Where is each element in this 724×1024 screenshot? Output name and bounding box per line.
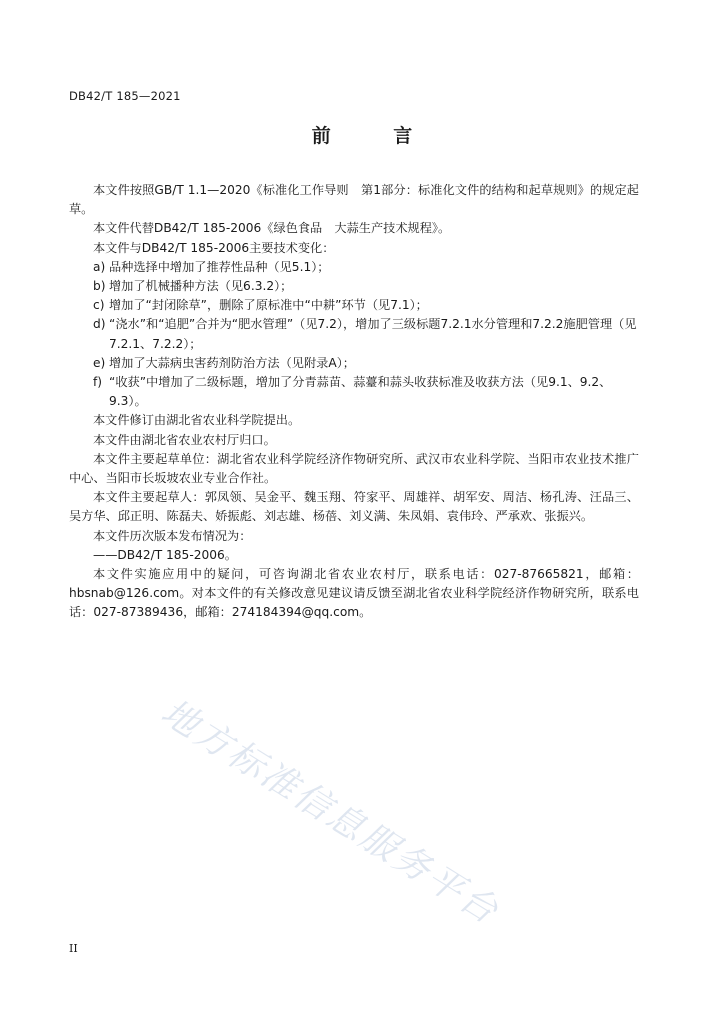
- list-item-text: “收获”中增加了二级标题，增加了分青蒜苗、蒜薹和蒜头收获标准及收获方法（见9.1、9.2、9.3）。: [109, 375, 612, 409]
- watermark: 地方标准信息服务平台: [154, 691, 507, 934]
- list-item-text: 品种选择中增加了推荐性品种（见5.1）；: [109, 259, 330, 274]
- paragraph-centralized: 本文件由湖北省农业农村厅归口。: [93, 432, 276, 447]
- document-body: [69, 181, 639, 623]
- list-item: [69, 373, 639, 411]
- list-item-text: 增加了大蒜病虫害药剂防治方法（见附录A）；: [109, 355, 355, 370]
- list-item: [69, 258, 639, 277]
- list-item-label: a): [93, 259, 106, 274]
- paragraph-drafting-basis: 本文件按照GB/T 1.1—2020《标准化工作导则 第1部分：标准化文件的结构和起草规则》的规定起草。: [69, 183, 639, 217]
- list-item-label: d): [93, 317, 106, 332]
- list-item-label: c): [93, 298, 105, 313]
- list-item-label: b): [93, 279, 106, 294]
- paragraph-replaces: 本文件代替DB42/T 185-2006《绿色食品 大蒜生产技术规程》。: [93, 221, 451, 236]
- list-item: [69, 354, 639, 373]
- paragraph-drafting-units: 本文件主要起草单位：湖北省农业科学院经济作物研究所、武汉市农业科学院、当阳市农业技术推广中心、当阳市长坂坡农业专业合作社。: [69, 451, 639, 486]
- list-item-text: 增加了“封闭除草”，删除了原标准中“中耕”环节（见7.1）；: [109, 298, 428, 313]
- paragraph-history-intro: 本文件历次版本发布情况为：: [93, 528, 252, 543]
- list-item-text: 增加了机械播种方法（见6.3.2）；: [109, 279, 293, 294]
- section-title: 前 言: [311, 125, 441, 147]
- document-code: DB42/T 185—2021: [69, 89, 181, 103]
- paragraph-history-item: ——DB42/T 185-2006。: [93, 547, 237, 562]
- paragraph-contact: 本文件实施应用中的疑问，可咨询湖北省农业农村厅，联系电话：027-87665821，邮箱：hbsnab@126.com。对本文件的有关修改意见建议请反馈至湖北省农业科学院经济作物研究所，联系电话：027-87389436，邮箱：274184394@qq.com。: [69, 567, 639, 620]
- paragraph-changes-intro: 本文件与DB42/T 185-2006主要技术变化：: [93, 240, 335, 255]
- list-item-text: “浇水”和“追肥”合并为“肥水管理”（见7.2），增加了三级标题7.2.1水分管理和7.2.2施肥管理（见7.2.1、7.2.2）；: [109, 317, 637, 351]
- list-item: [69, 277, 639, 296]
- list-item-label: e): [93, 355, 106, 370]
- list-item-label: f): [93, 375, 103, 390]
- paragraph-drafters: 本文件主要起草人：郭凤领、吴金平、魏玉翔、符家平、周雄祥、胡军安、周洁、杨孔涛、汪品三、吴方华、邱正明、陈磊夫、娇振彪、刘志雄、杨蓓、刘义满、朱凤娟、袁伟玲、严承欢、张振兴。: [69, 490, 639, 524]
- paragraph-proposer: 本文件修订由湖北省农业科学院提出。: [93, 413, 301, 428]
- list-item: [69, 296, 639, 315]
- page-number: II: [69, 942, 78, 955]
- list-item: [69, 315, 639, 353]
